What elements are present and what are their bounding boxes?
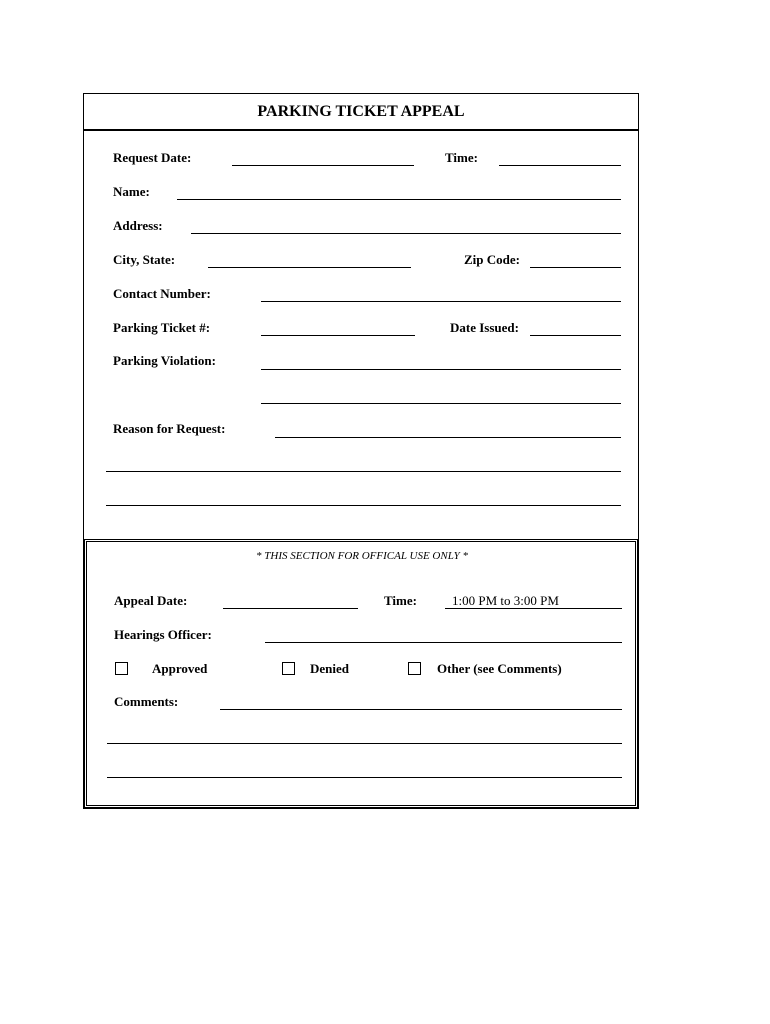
- parking-ticket-label: Parking Ticket #:: [113, 320, 211, 335]
- approved-label: Approved: [152, 661, 208, 676]
- parking-violation-label: Parking Violation:: [113, 353, 216, 368]
- parking-violation-field[interactable]: [261, 369, 621, 370]
- official-use-note: * THIS SECTION FOR OFFICAL USE ONLY *: [256, 550, 468, 562]
- comments-field[interactable]: [220, 709, 622, 710]
- parking-violation-field-2[interactable]: [261, 403, 621, 404]
- address-label: Address:: [113, 218, 163, 233]
- zip-code-label: Zip Code:: [464, 252, 520, 267]
- official-use-section: [84, 539, 638, 808]
- comments-field-3[interactable]: [107, 777, 622, 778]
- form-title: PARKING TICKET APPEAL: [84, 94, 638, 131]
- contact-number-field[interactable]: [261, 301, 621, 302]
- comments-field-2[interactable]: [107, 743, 622, 744]
- parking-ticket-field[interactable]: [261, 335, 415, 336]
- city-state-field[interactable]: [208, 267, 411, 268]
- denied-label: Denied: [310, 661, 349, 676]
- reason-field[interactable]: [275, 437, 621, 438]
- reason-field-3[interactable]: [106, 505, 621, 506]
- reason-field-2[interactable]: [106, 471, 621, 472]
- city-state-label: City, State:: [113, 252, 176, 267]
- appeal-date-field[interactable]: [223, 608, 358, 609]
- other-label: Other (see Comments): [437, 661, 562, 676]
- zip-code-field[interactable]: [530, 267, 621, 268]
- approved-checkbox[interactable]: [115, 662, 128, 675]
- other-checkbox[interactable]: [408, 662, 421, 675]
- date-issued-field[interactable]: [530, 335, 621, 336]
- hearings-officer-field[interactable]: [265, 642, 622, 643]
- hearings-officer-label: Hearings Officer:: [114, 627, 212, 642]
- reason-label: Reason for Request:: [113, 421, 226, 436]
- hearing-time-label: Time:: [384, 593, 417, 608]
- hearing-time-field[interactable]: [445, 608, 622, 609]
- time-label: Time:: [445, 150, 478, 165]
- time-field[interactable]: [499, 165, 621, 166]
- request-date-label: Request Date:: [113, 150, 192, 165]
- contact-number-label: Contact Number:: [113, 286, 211, 301]
- denied-checkbox[interactable]: [282, 662, 295, 675]
- parking-ticket-appeal-form: [83, 93, 639, 809]
- hearing-time-value: 1:00 PM to 3:00 PM: [452, 593, 559, 608]
- comments-label: Comments:: [114, 694, 179, 709]
- name-label: Name:: [113, 184, 150, 199]
- appeal-date-label: Appeal Date:: [114, 593, 188, 608]
- name-field[interactable]: [177, 199, 621, 200]
- address-field[interactable]: [191, 233, 621, 234]
- request-date-field[interactable]: [232, 165, 414, 166]
- date-issued-label: Date Issued:: [450, 320, 519, 335]
